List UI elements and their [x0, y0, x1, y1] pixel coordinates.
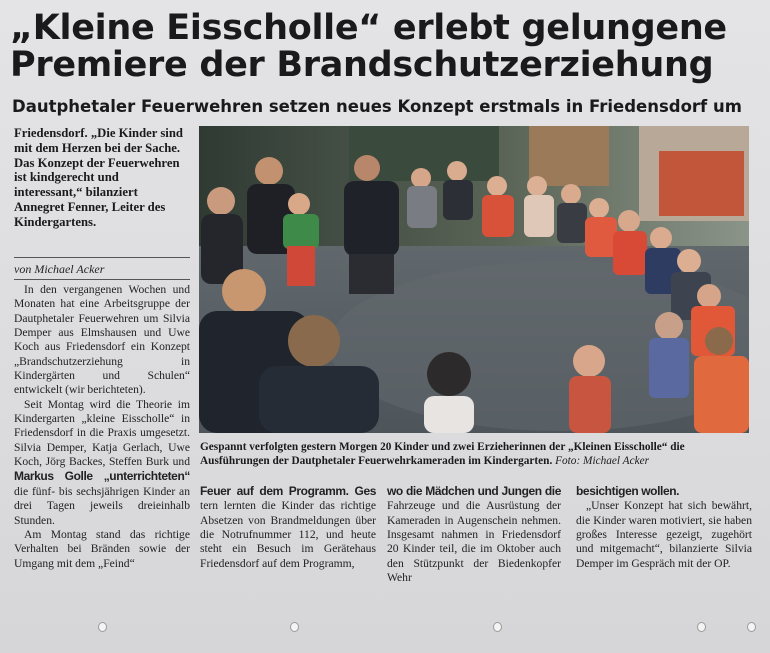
subheadline: Dautphetaler Feuerwehren setzen neues Konzept erstmals in Friedensdorf um: [12, 97, 742, 116]
article-column-1: [14, 283, 190, 571]
paragraph-text-condensed: wo die Mädchen und Jungen die: [387, 484, 561, 498]
paragraph: In den vergangenen Wochen und Monaten hat eine Arbeitsgruppe der Dautphetaler Feuerwehren um Silvia Demper aus Elmshausen und Uwe Koch aus Friedensdorf ein Konzept „Brandschutzerziehung in Kindergärten und Schulen“ entwickelt (wir berichteten).: [14, 283, 190, 397]
paragraph: [387, 484, 561, 585]
byline-rule-top: [14, 257, 190, 258]
paragraph: [200, 484, 376, 571]
paragraph: [576, 484, 752, 499]
photo-caption: [200, 440, 752, 468]
binder-hole: [290, 622, 299, 632]
paragraph-text: die fünf- bis sechsjährigen Kinder an drei Tagen jeweils dreieinhalb Stunden.: [14, 484, 190, 527]
headline-line-2: Premiere der Brandschutzerziehung: [10, 45, 714, 85]
paragraph: „Unser Konzept hat sich bewährt, die Kinder waren motiviert, sie haben großes Interesse gezeigt, zugehört und mitgemacht“, bilanzierte Silvia Demper im Gespräch mit der OP.: [576, 499, 752, 570]
article-column-2: [200, 484, 376, 571]
binder-hole: [747, 622, 756, 632]
paragraph-text-condensed: Markus Golle „unterrichteten“: [14, 469, 190, 484]
paragraph-text: tern lernten die Kinder das richtige Absetzen von Brandmeldungen über die Notrufnummer 112, und heute steht ein Besuch im Gerätehaus Friedensdorf auf dem Programm,: [200, 499, 376, 570]
photo-credit: Foto: Michael Acker: [555, 455, 650, 467]
paragraph: [14, 398, 190, 528]
binder-hole: [493, 622, 502, 632]
paragraph-text-condensed: Feuer auf dem Programm. Ges: [200, 484, 376, 498]
paragraph-text: Fahrzeuge und die Ausrüstung der Kameraden in Augenschein nehmen. Insgesamt nahmen in Friedensdorf 20 Kinder teil, die im Oktober auch den Stützpunkt der Biedenkopfer Wehr: [387, 499, 561, 585]
caption-text: Gespannt verfolgten gestern Morgen 20 Kinder und zwei Erzieherinnen der „Kleinen Eisscholle“ die Ausführungen der Dautphetaler Feuerwehrkameraden im Kindergarten.: [200, 441, 685, 467]
headline-line-1: „Kleine Eisscholle“ erlebt gelungene: [10, 8, 727, 48]
headline: [10, 10, 760, 84]
binder-hole: [697, 622, 706, 632]
binder-hole: [98, 622, 107, 632]
article-column-3: [387, 484, 561, 585]
paragraph: Am Montag stand das richtige Verhalten bei Bränden sowie der Umgang mit dem „Feind“: [14, 527, 190, 570]
byline-rule-bottom: [14, 279, 190, 280]
byline: von Michael Acker: [14, 262, 105, 276]
article-column-4: [576, 484, 752, 571]
lead-paragraph: Friedensdorf. „Die Kinder sind mit dem Herzen bei der Sache. Das Konzept der Feuerwehren ist kindgerecht und interessant,“ bilanziert Annegret Fenner, Leiter des Kindergartens.: [14, 126, 183, 229]
paragraph-text-condensed: besichtigen wollen.: [576, 484, 680, 498]
paragraph-text: Seit Montag wird die Theorie im Kindergarten „kleine Eisscholle“ in Friedensdorf in die Praxis umgesetzt. Silvia Demper, Katja Gerlach, Uwe Koch, Jörg Backes, Steffen Burk und: [14, 397, 190, 469]
photo-image: [199, 126, 749, 433]
article-photo: [199, 126, 749, 433]
